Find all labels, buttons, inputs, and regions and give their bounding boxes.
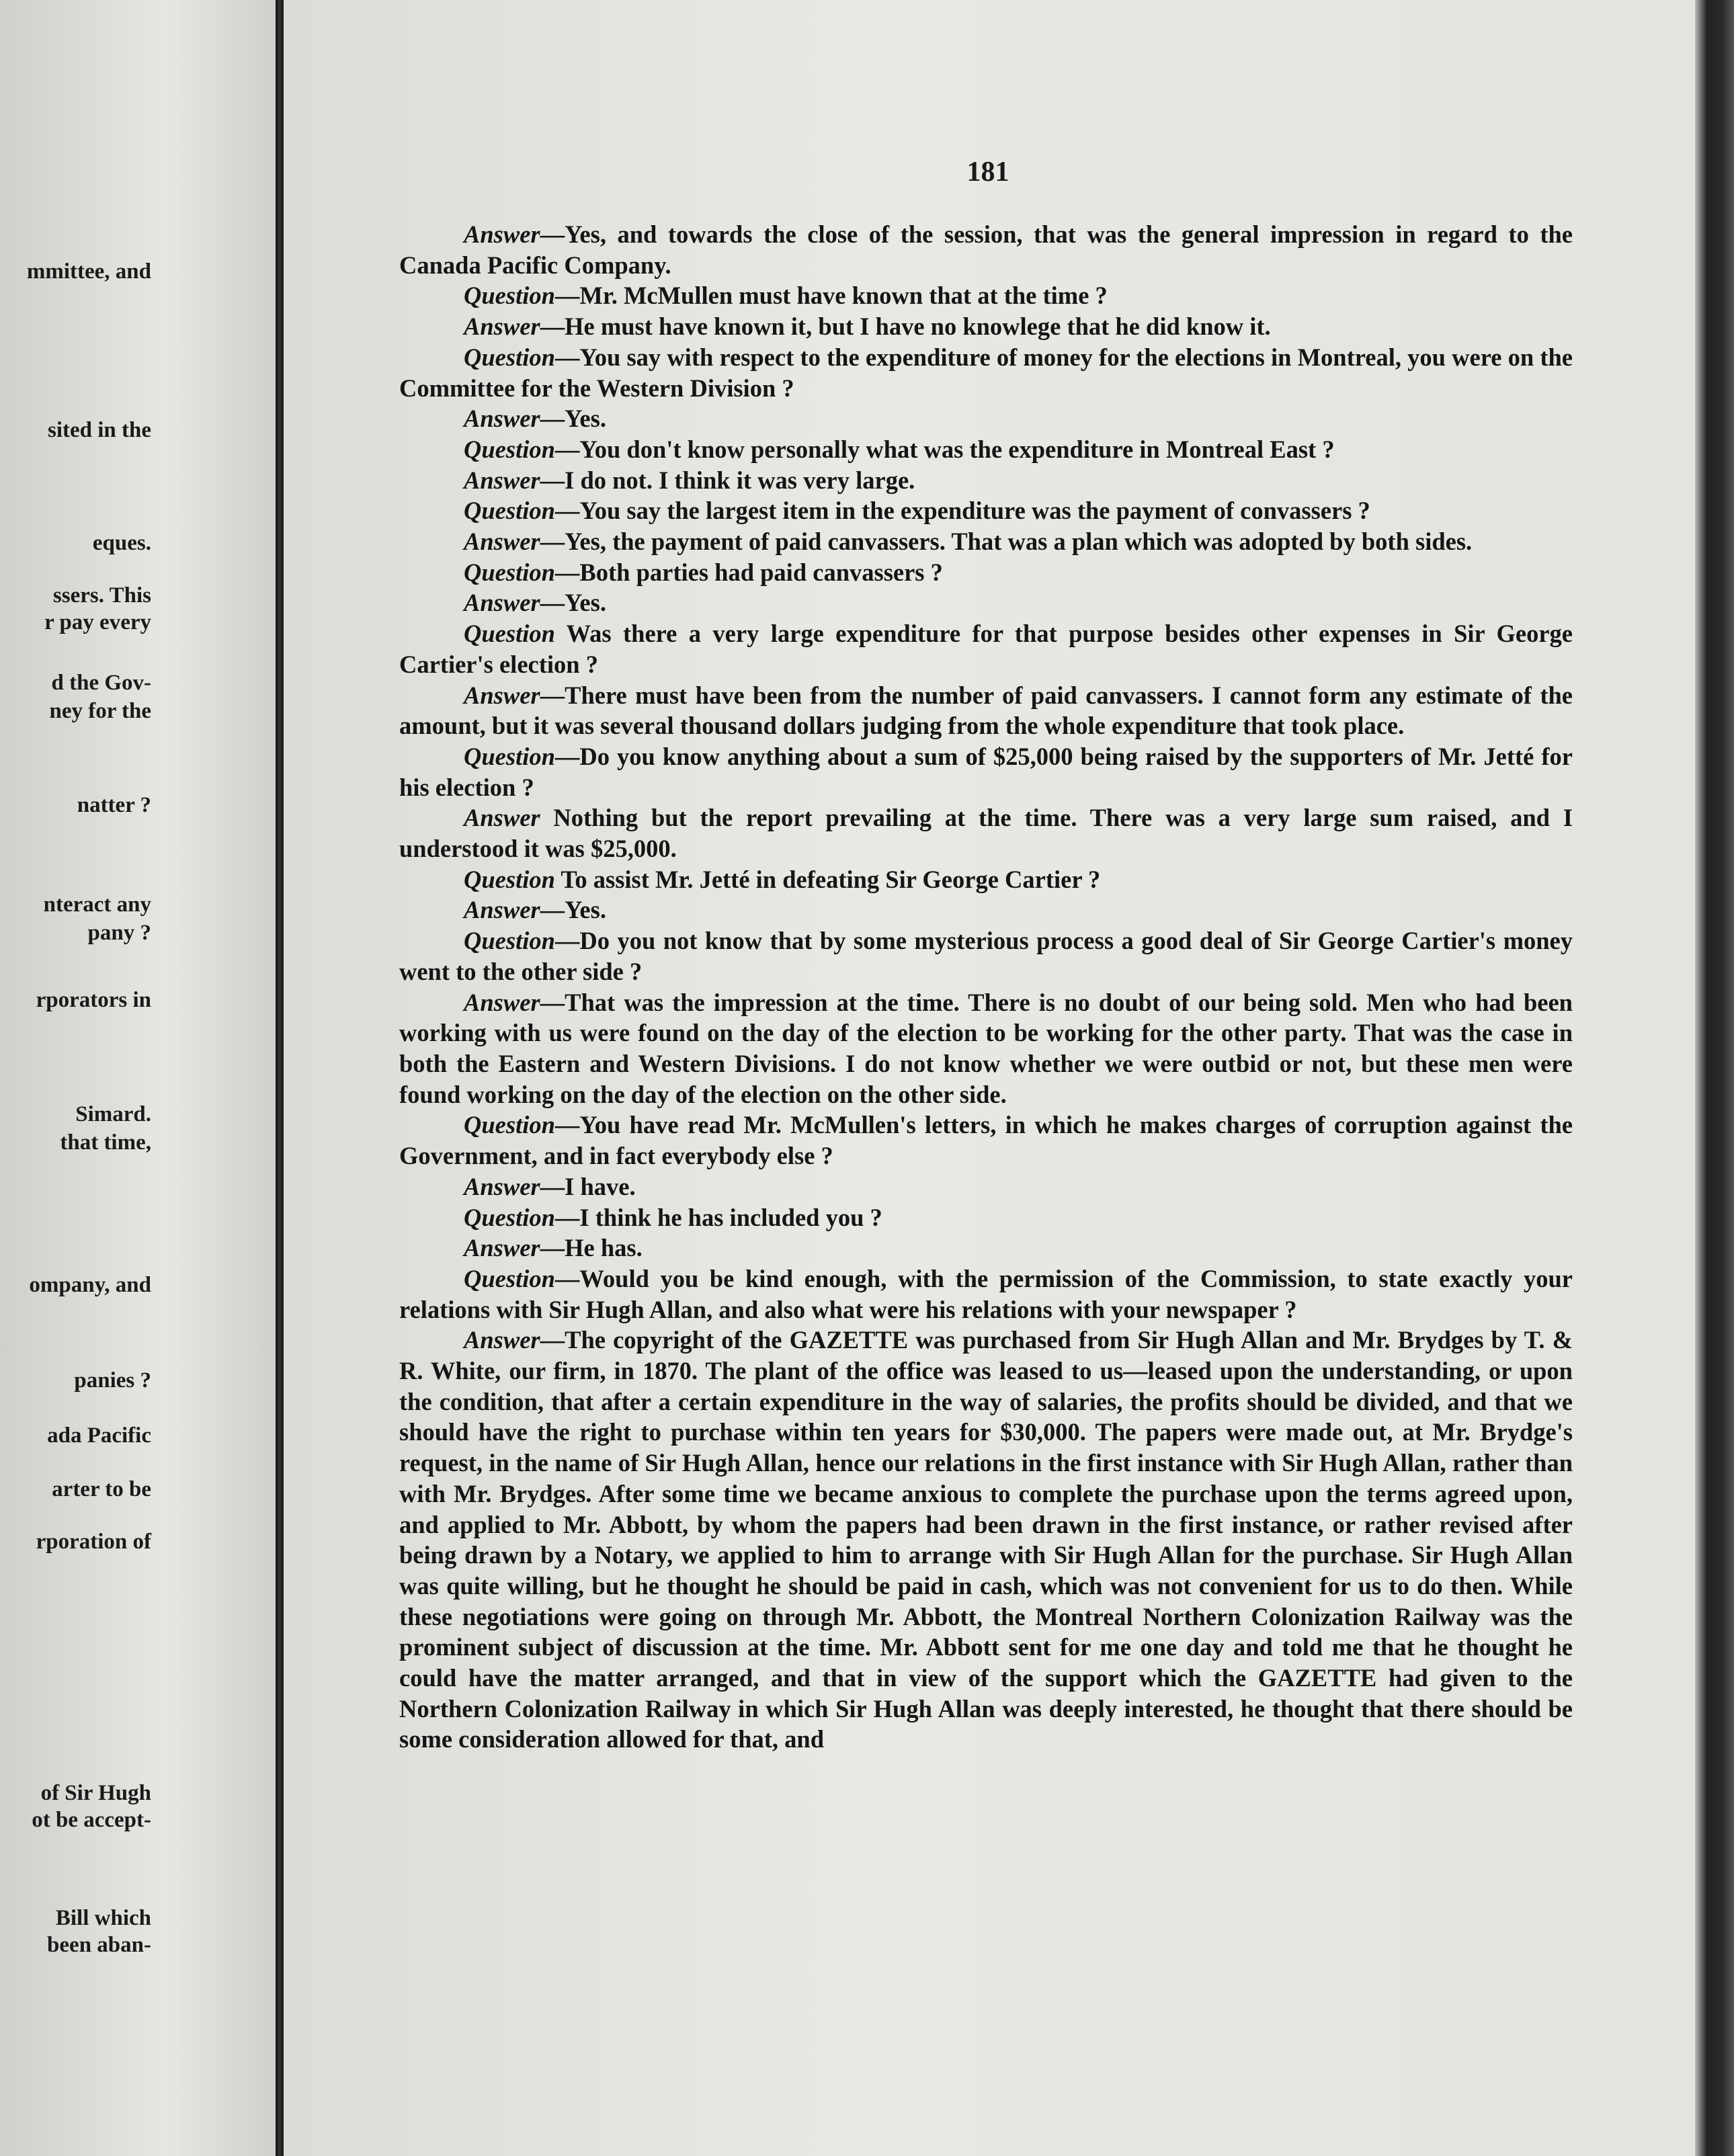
testimony-paragraph [399,557,1573,588]
speaker-label: Question [464,865,555,893]
speaker-label: Answer [464,220,540,248]
left-page-fragment: r pay every [44,610,151,634]
testimony-paragraph [399,280,1573,311]
paragraph-text: —Do you not know that by some mysterious process a good deal of Sir George Cartier's money went to the other side ? [399,927,1573,985]
testimony-paragraph [399,680,1573,741]
left-page-fragment: ada Pacific [47,1423,151,1448]
speaker-label: Question [464,742,555,770]
testimony-paragraph [399,864,1573,895]
testimony-paragraph [399,1263,1573,1325]
left-page-fragment: eques. [92,531,151,555]
speaker-label: Question [464,620,555,648]
speaker-label: Answer [464,988,540,1016]
left-page-fragment: ompany, and [29,1273,151,1297]
testimony-paragraph [399,495,1573,526]
paragraph-text: —Would you be kind enough, with the permission of the Commission, to state exactly your relations with Sir Hugh Allan, and also what were his relations with your newspaper ? [399,1264,1573,1323]
paragraph-text: —He must have known it, but I have no knowlege that he did know it. [540,313,1271,341]
testimony-paragraph [399,1202,1573,1233]
testimony-paragraph [399,587,1573,618]
paragraph-text: —Mr. McMullen must have known that at the time ? [554,282,1108,310]
speaker-label: Question [464,435,555,463]
speaker-label: Question [464,282,555,310]
paragraph-text: —Yes. [540,589,606,617]
left-page-fragment: ssers. This [52,583,151,608]
left-page-edge [0,0,276,2156]
left-page-fragment: Simard. [75,1102,151,1126]
paragraph-text: —There must have been from the number of paid canvassers. I cannot form any estimate of the amount, but it was several thousand dollars judging from the whole expenditure that took place. [399,681,1573,740]
speaker-label: Question [464,1111,555,1139]
paragraph-text: To assist Mr. Jetté in defeating Sir George Cartier ? [554,865,1101,893]
left-page-fragment: sited in the [47,418,151,442]
paragraph-text: —You say with respect to the expenditure of money for the elections in Montreal, you were on the Committee for the Western Division ? [399,343,1573,402]
right-page-edge [1695,0,1734,2156]
paragraph-text: Was there a very large expenditure for that purpose besides other expenses in Sir George Cartier's election ? [399,620,1573,678]
left-page-fragment: ney for the [49,699,151,723]
testimony-paragraph [399,1233,1573,1263]
testimony-paragraph [399,1325,1573,1755]
testimony-paragraph [399,526,1573,557]
testimony-paragraph [399,987,1573,1110]
paragraph-text: —Yes. [540,896,606,924]
testimony-paragraph [399,342,1573,403]
speaker-label: Answer [464,896,540,924]
left-page-fragment: nteract any [43,893,151,917]
testimony-paragraph [399,465,1573,496]
speaker-label: Answer [464,466,540,494]
paragraph-text: —That was the impression at the time. There is no doubt of our being sold. Men who had been working with us were found on the day of the election to be working for the other party. That was the case in both the Eastern and Western Divisions. I do not know whether we were outbid or not, but these men were found working on the day of the election on the other side. [399,988,1573,1108]
paragraph-text: —You say the largest item in the expenditure was the payment of convassers ? [554,497,1370,525]
left-page-fragment: Bill which [55,1906,151,1930]
speaker-label: Answer [464,405,540,433]
testimony-paragraph [399,802,1573,864]
paragraph-text: —I do not. I think it was very large. [540,466,915,494]
left-page-fragment: been aban- [47,1933,151,1957]
body-text [399,219,1573,1755]
paragraph-text: —He has. [540,1234,643,1262]
left-page-fragment: arter to be [52,1477,151,1501]
testimony-paragraph [399,618,1573,679]
left-page-fragment: d the Gov- [51,671,151,695]
left-page-fragment: natter ? [77,793,151,817]
left-page-fragment: rporation of [36,1530,151,1554]
paragraph-text: —You have read Mr. McMullen's letters, in which he makes charges of corruption against the Government, and in fact everybody else ? [399,1111,1573,1170]
speaker-label: Question [464,497,555,525]
paragraph-text: Nothing but the report prevailing at the time. There was a very large sum raised, and I understood it was $25,000. [399,804,1573,863]
speaker-label: Answer [464,528,540,556]
paragraph-text: —The copyright of the GAZETTE was purchased from Sir Hugh Allan and Mr. Brydges by T. & R. White, our firm, in 1870. The plant of the office was leased to us—leased upon the understanding, or upon the condition, that after a certain expenditure in the way of salaries, the profits should be divided, and that we should have the right to purchase within ten years for $30,000. The papers were made out, at Mr. Brydge's request, in the name of Sir Hugh Allan, hence our relations in the first instance with Sir Hugh Allan, rather than with Mr. Brydges. After some time we became anxious to complete the purchase upon the terms agreed upon, and applied to Mr. Abbott, by whom the papers had been drawn in the first instance, or rather revised after being drawn by a Notary, we applied to him to arrange with Sir Hugh Allan for the purchase. Sir Hugh Allan was quite willing, but he thought he should be paid in cash, which was not convenient for us to do then. While these negotiations were going on through Mr. Abbott, the Montreal Northern Colonization Railway was the prominent subject of discussion at the time. Mr. Abbott sent for me one day and told me that he thought he could have the matter arranged, and that in view of the support which the GAZETTE had given to the Northern Colonization Railway in which Sir Hugh Allan was deeply interested, he thought that there should be some consideration allowed for that, and [399,1326,1573,1753]
paragraph-text: —Yes. [540,405,606,433]
paragraph-text: —I think he has included you ? [554,1203,882,1231]
left-page-fragment: of Sir Hugh [40,1781,151,1805]
left-page-fragment: pany ? [87,921,151,945]
speaker-label: Question [464,343,555,371]
testimony-paragraph [399,219,1573,280]
page-gutter [276,0,284,2156]
left-page-fragment: mmittee, and [26,259,151,284]
paragraph-text: —Yes, and towards the close of the session, that was the general impression in regard to the Canada Pacific Company. [399,220,1573,279]
speaker-label: Answer [464,589,540,617]
page-number: 181 [966,157,1009,188]
speaker-label: Question [464,1264,555,1292]
speaker-label: Question [464,1203,555,1231]
speaker-label: Answer [464,1326,540,1354]
speaker-label: Answer [464,1234,540,1262]
paragraph-text: —You don't know personally what was the expenditure in Montreal East ? [554,435,1335,463]
testimony-paragraph [399,1110,1573,1171]
testimony-paragraph [399,925,1573,987]
testimony-paragraph [399,1171,1573,1202]
left-page-fragment: panies ? [74,1368,151,1393]
left-page-fragment: rporators in [36,988,151,1012]
testimony-paragraph [399,311,1573,342]
speaker-label: Answer [464,681,540,709]
speaker-label: Question [464,558,555,586]
testimony-paragraph [399,741,1573,802]
speaker-label: Answer [464,804,540,832]
left-page-fragment: ot be accept- [32,1808,151,1832]
paragraph-text: —Yes, the payment of paid canvassers. That was a plan which was adopted by both sides. [540,528,1473,556]
speaker-label: Answer [464,1172,540,1200]
testimony-paragraph [399,434,1573,465]
speaker-label: Answer [464,313,540,341]
left-page-fragment: that time, [60,1130,151,1155]
speaker-label: Question [464,927,555,955]
paragraph-text: —Do you know anything about a sum of $25,000 being raised by the supporters of Mr. Jetté for his election ? [399,742,1573,801]
paragraph-text: —Both parties had paid canvassers ? [554,558,943,586]
testimony-paragraph [399,895,1573,925]
paragraph-text: —I have. [540,1172,636,1200]
testimony-paragraph [399,403,1573,434]
